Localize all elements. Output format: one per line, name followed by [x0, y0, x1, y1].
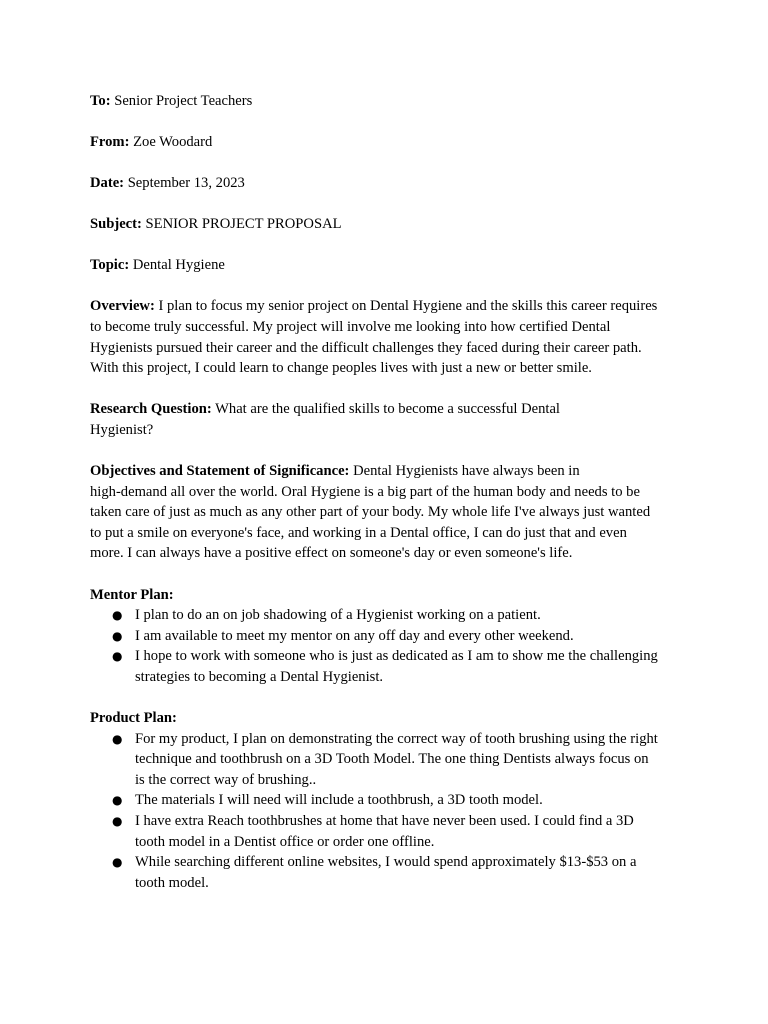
overview-label: Overview: — [90, 298, 155, 315]
overview-line: Overview: I plan to focus my senior project on Dental Hygiene and the skills this career requires — [90, 298, 658, 315]
objectives-label: Objectives and Statement of Significance: — [90, 463, 350, 480]
list-item-line: strategies to becoming a Dental Hygienist. — [135, 668, 384, 685]
list-item-line: The materials I will need will include a toothbrush, a 3D tooth model. — [135, 792, 543, 809]
mentor-plan-title: Mentor Plan: — [90, 586, 174, 603]
bullet-icon: ● — [112, 628, 123, 643]
memo-subject-value: SENIOR PROJECT PROPOSAL — [141, 216, 342, 233]
list-item-line: I hope to work with someone who is just as dedicated as I am to show me the challenging — [135, 648, 658, 665]
objectives-line: high-demand all over the world. Oral Hygiene is a big part of the human body and needs to be — [90, 483, 640, 500]
list-item — [90, 811, 690, 852]
memo-topic — [90, 255, 690, 276]
research-question-line: Hygienist? — [90, 421, 154, 438]
memo-date-value: September 13, 2023 — [124, 175, 245, 192]
bullet-icon: ● — [112, 649, 123, 664]
research-question-line: Research Question: What are the qualified skills to become a successful Dental — [90, 401, 560, 418]
list-item — [90, 626, 690, 647]
memo-subject-label: Subject: — [90, 216, 142, 233]
objectives-line: more. I can always have a positive effect on someone's day or even someone's life. — [90, 545, 573, 562]
list-item-line: I plan to do an on job shadowing of a Hygienist working on a patient. — [135, 607, 541, 624]
mentor-plan-list — [90, 605, 690, 687]
memo-from-label: From: — [90, 134, 130, 151]
research-question-paragraph — [90, 399, 690, 440]
list-item-line: is the correct way of brushing.. — [135, 771, 317, 788]
memo-topic-value: Dental Hygiene — [129, 257, 225, 274]
list-item — [90, 852, 690, 893]
objectives-line: taken care of just as much as any other part of your body. My whole life I've always just wanted — [90, 504, 651, 521]
memo-topic-label: Topic: — [90, 257, 130, 274]
memo-from — [90, 132, 690, 153]
bullet-icon: ● — [112, 855, 123, 870]
bullet-icon: ● — [112, 813, 123, 828]
document-page — [90, 91, 690, 893]
overview-line: to become truly successful. My project will involve me looking into how certified Dental — [90, 319, 611, 336]
memo-date-label: Date: — [90, 175, 125, 192]
list-item-line: I have extra Reach toothbrushes at home that have never been used. I could find a 3D — [135, 812, 634, 829]
list-item-line: tooth model in a Dentist office or order one offline. — [135, 833, 435, 850]
memo-to-value: Senior Project Teachers — [110, 93, 253, 109]
research-question-label: Research Question: — [90, 401, 212, 418]
memo-to — [90, 91, 690, 112]
product-plan-title: Product Plan: — [90, 709, 177, 726]
memo-to-label: To: — [90, 93, 111, 109]
overview-line: Hygienists pursued their career and the difficult challenges they faced during their career path. — [90, 339, 642, 356]
memo-subject — [90, 214, 690, 235]
objectives-line: Objectives and Statement of Significance: Dental Hygienists have always been in — [90, 463, 580, 480]
overview-line: With this project, I could learn to change peoples lives with just a new or better smile. — [90, 360, 592, 377]
bullet-icon: ● — [112, 731, 123, 746]
list-item — [90, 605, 690, 626]
list-item-line: I am available to meet my mentor on any off day and every other weekend. — [135, 627, 574, 644]
overview-paragraph — [90, 296, 690, 378]
memo-from-value: Zoe Woodard — [129, 134, 213, 151]
memo-date — [90, 173, 690, 194]
list-item-line: While searching different online websites, I would spend approximately $13-$53 on a — [135, 854, 637, 871]
list-item-line: For my product, I plan on demonstrating the correct way of tooth brushing using the right — [135, 730, 658, 747]
bullet-icon: ● — [112, 793, 123, 808]
list-item-line: tooth model. — [135, 874, 209, 891]
list-item-line: technique and toothbrush on a 3D Tooth Model. The one thing Dentists always focus on — [135, 751, 649, 768]
list-item — [90, 790, 690, 811]
list-item — [90, 646, 690, 687]
product-plan-list — [90, 729, 690, 894]
list-item — [90, 729, 690, 791]
bullet-icon: ● — [112, 608, 123, 623]
objectives-line: to put a smile on everyone's face, and working in a Dental office, I can do just that and even — [90, 524, 627, 541]
objectives-paragraph — [90, 461, 690, 564]
